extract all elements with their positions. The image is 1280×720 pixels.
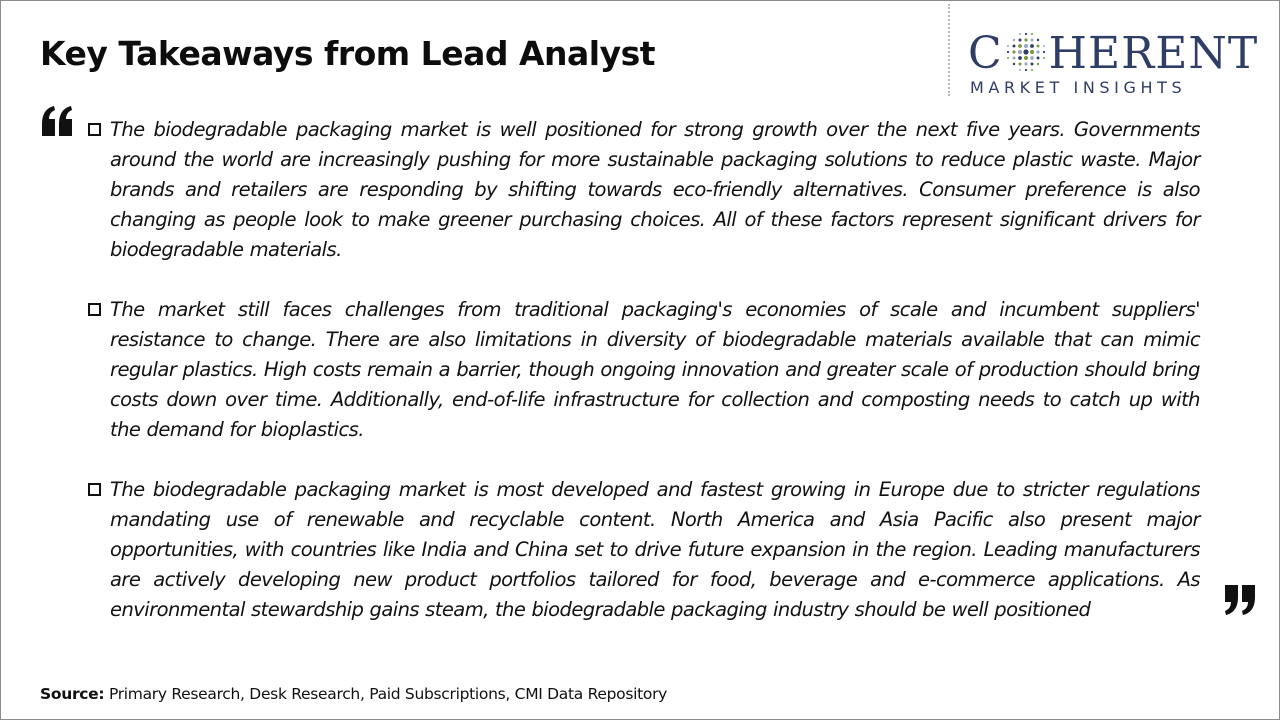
logo-subtitle: MARKET INSIGHTS <box>970 78 1187 97</box>
checkbox-square-icon <box>88 483 101 496</box>
takeaway-text: The biodegradable packaging market is most developed and fastest growing in Europe due to stricter regulations mandating use of renewable and recyclable content. North America and Asia Pacific also present major opportunities, with countries like India and China set to drive future expansion in the region. Leading manufacturers are actively developing new product portfolios tailored for food, beverage and e-commerce applications. As environmental stewardship gains steam, the biodegradable packaging industry should be well positioned <box>110 478 1200 621</box>
source-text: Primary Research, Desk Research, Paid Subscriptions, CMI Data Repository <box>108 685 668 703</box>
takeaway-item <box>84 115 1200 265</box>
logo-divider <box>948 4 950 96</box>
coherent-logo <box>968 28 1268 100</box>
page-title: Key Takeaways from Lead Analyst <box>40 34 655 73</box>
takeaway-item <box>84 475 1200 625</box>
takeaway-item <box>84 295 1200 445</box>
logo-wordmark <box>968 28 1258 80</box>
quote-close-icon <box>1223 583 1257 617</box>
takeaway-text: The market still faces challenges from traditional packaging's economies of scale and incumbent suppliers' resistance to change. There are also limitations in diversity of biodegradable materials available that can mimic regular plastics. High costs remain a barrier, though ongoing innovation and greater scale of production should bring costs down over time. Additionally, end-of-life infrastructure for collection and composting needs to catch up with the demand for bioplastics. <box>110 298 1200 441</box>
globe-icon <box>1005 31 1047 73</box>
checkbox-square-icon <box>88 303 101 316</box>
source-note <box>40 685 667 703</box>
checkbox-square-icon <box>88 123 101 136</box>
takeaways-list <box>84 115 1200 655</box>
logo-word-end: HERENT <box>1048 28 1259 79</box>
source-label: Source: <box>40 685 105 703</box>
logo-word-start: C <box>968 28 1003 79</box>
takeaway-text: The biodegradable packaging market is well positioned for strong growth over the next five years. Governments around the world are increasingly pushing for more sustainable packaging solutions to reduce plastic waste. Major brands and retailers are responding by shifting towards eco-friendly alternatives. Consumer preference is also changing as people look to make greener purchasing choices. All of these factors represent significant drivers for biodegradable materials. <box>110 118 1200 261</box>
quote-open-icon <box>40 104 74 138</box>
